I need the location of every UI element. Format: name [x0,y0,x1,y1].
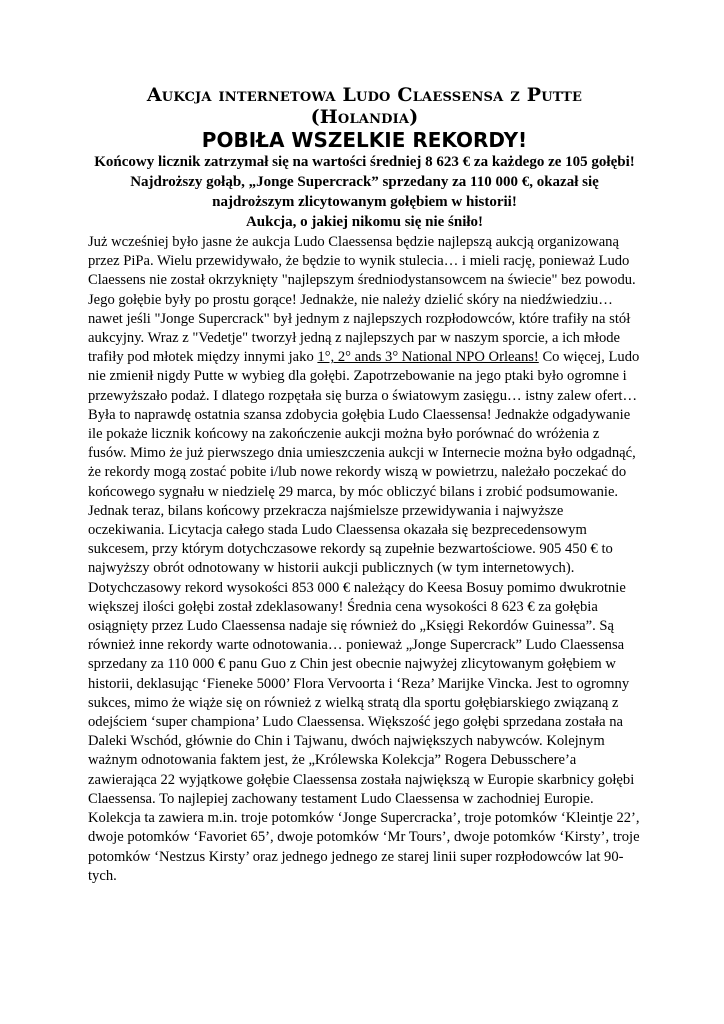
body-text-part-2: Co więcej, Ludo nie zmienił nigdy Putte w wybieg dla gołębi. Zapotrzebowanie na jego ptaki było ogromne i przewyższało podaż. I dlatego rozpętała się burza o światowym zasięgu… istny zalew ofert… Była to naprawdę ostatnia szansa zdobycia gołębia Ludo Claessensa! Jednakże odgadywanie ile pokaże licznik końcowy na zakończenie aukcji można było porównać do wróżenia z fusów. Mimo że już pierwszego dnia umieszczenia aukcji w Internecie można było odgadnąć, że rekordy mogą zostać pobite i/lub nowe rekordy wiszą w powietrzu, należało poczekać do końcowego sygnału w niedzielę 29 marca, by móc obliczyć bilans i zrobić podsumowanie. Jednak teraz, bilans końcowy przekracza najśmielsze przewidywania i najwyższe oczekiwania. Licytacja całego stada Ludo Claessensa okazała się bezprecedensowym sukcesem, przy którym dotychczasowe rekordy są zupełnie bezwartościowe. 905 450 € to najwyższy obrót odnotowany w historii aukcji publicznych (w tym internetowych). Dotychczasowy rekord wysokości 853 000 € należący do Keesa Bosuy pomimo dwukrotnie większej ilości gołębi został zdeklasowany! Średnia cena wysokości 8 623 € za gołębia osiągnięty przez Ludo Claessensa nadaje się również do „Księgi Rekordów Guinessa”. Są również inne rekordy warte odnotowania… ponieważ „Jonge Supercrack” Ludo Claessensa sprzedany za 110 000 € panu Guo z Chin jest obecnie najwyżej zlicytowanym gołębiem w historii, deklasując ‘Fieneke 5000’ Flora Vervoorta i ‘Reza’ Marijke Vincka. Jest to ogromny sukces, mimo że wiąże się on również z wielką stratą dla sportu gołębiarskiego związaną z odejściem ‘super championa’ Ludo Claessensa. Większość jego gołębi sprzedana została na Daleki Wschód, głównie do Chin i Tajwanu, dwóch największych nabywców. Kolejnym ważnym odnotowania faktem jest, że „Królewska Kolekcja” Rogera Debusschere’a zawierająca 22 wyjątkowe gołębie Claessensa została największą w Europie skarbnicy gołębi Claessensa. To najlepiej zachowany testament Ludo Claessensa w zachodniej Europie. Kolekcja ta zawiera m.in. troje potomków ‘Jonge Supercracka’, troje potomków ‘Kleintje 22’, dwoje potomków ‘Favoriet 65’, dwoje potomków ‘Mr Tours’, dwoje potomków ‘Kirsty’, troje potomków ‘Nestzus Kirsty’ oraz jednego jednego ze starej linii super rozpłodowców lat 90-tych. [88,349,640,884]
title-line-2: (Holandia) [310,106,419,128]
body-text-part-1: Już wcześniej było jasne że aukcja Ludo Claessensa będzie najlepszą aukcją organizowaną przez PiPa. Wielu przewidywało, że będzie to wynik stulecia… i mieli rację, ponieważ Ludo Claessens nie został okrzyknięty "najlepszym średniodystansowcem na świecie" bez powodu. Jego gołębie były po prostu gorące! Jednakże, nie należy dzielić skóry na niedźwiedziu… nawet jeśli "Jonge Supercrack" był jednym z najlepszych rozpłodowców, które trafiły na stół aukcyjny. Wraz z "Vedetje" tworzył jedną z najlepszych par w naszym sporcie, a ich młode trafiły pod młotek między innymi jako [88,234,636,366]
document-title [88,84,641,128]
lead-paragraph-3: Aukcja, o jakiej nikomu się nie śniło! [245,214,484,230]
document-page [88,84,641,886]
document-headline: POBIŁA WSZELKIE REKORDY! [201,128,528,152]
lead-paragraph-1: Końcowy licznik zatrzymał się na wartości średniej 8 623 € za każdego ze 105 gołębi! [94,154,635,170]
results-link[interactable]: 1°, 2° ands 3° National NPO Orleans! [317,349,539,366]
lead-paragraph-2: Najdroższy gołąb, „Jonge Supercrack” sprzedany za 110 000 €, okazał się najdroższym zlicytowanym gołębiem w historii! [130,174,599,210]
body-paragraph [88,233,641,886]
title-line-1: Aukcja internetowa Ludo Claessensa z Putte [146,84,583,106]
